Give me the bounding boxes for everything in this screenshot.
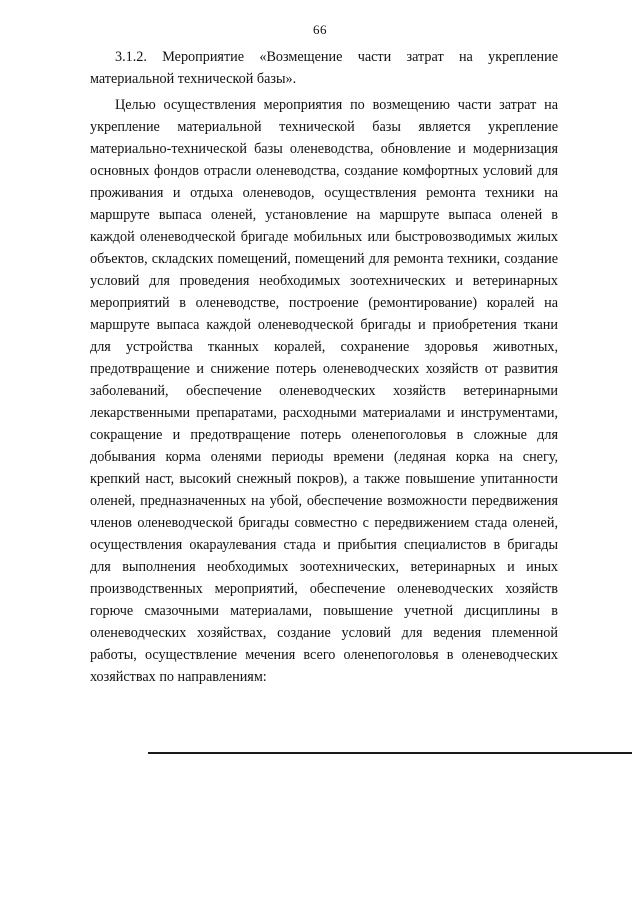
body-paragraph-container — [90, 94, 558, 688]
bottom-divider-line — [148, 752, 632, 754]
body-paragraph: Целью осуществления мероприятия по возмещению части затрат на укрепление материальной технической базы является укрепление материально-технической базы оленеводства, обновление и модернизация основных фондов отрасли оленеводства, создание комфортных условий для проживания и отдыха оленеводов, осуществления ремонта техники на маршруте выпаса оленей, установление на маршруте выпаса оленей в каждой оленеводческой бригаде мобильных или быстровозводимых жилых объектов, складских помещений, помещений для ремонта техники, создание условий для проведения необходимых зоотехнических и ветеринарных мероприятий в оленеводстве, построение (ремонтирование) коралей на маршруте выпаса каждой оленеводческой бригады и приобретения ткани для устройства тканных коралей, сохранение здоровья животных, предотвращение и снижение потерь оленеводческих хозяйств от развития заболеваний, обеспечение оленеводческих хозяйств ветеринарными лекарственными препаратами, расходными материалами и инструментами, сокращение и предотвращение потерь оленепоголовья в сложные для добывания корма оленями периоды времени (ледяная корка на снегу, крепкий наст, высокий снежный покров), а также повышение упитанности оленей, предназначенных на убой, обеспечение возможности передвижения членов оленеводческой бригады совместно с передвижением стада оленей, осуществления окараулевания стада и прибытия специалистов в бригады для выполнения необходимых зоотехнических, ветеринарных и иных производственных мероприятий, обеспечение оленеводческих хозяйств горюче смазочными материалами, повышение учетной дисциплины в оленеводческих хозяйствах, создание условий для ведения племенной работы, осуществление мечения всего оленепоголовья в оленеводческих хозяйствах по направлениям: — [90, 97, 558, 685]
page-number: 66 — [313, 22, 327, 37]
section-heading: 3.1.2. Мероприятие «Возмещение части затрат на укрепление материальной технической базы». — [90, 49, 558, 87]
